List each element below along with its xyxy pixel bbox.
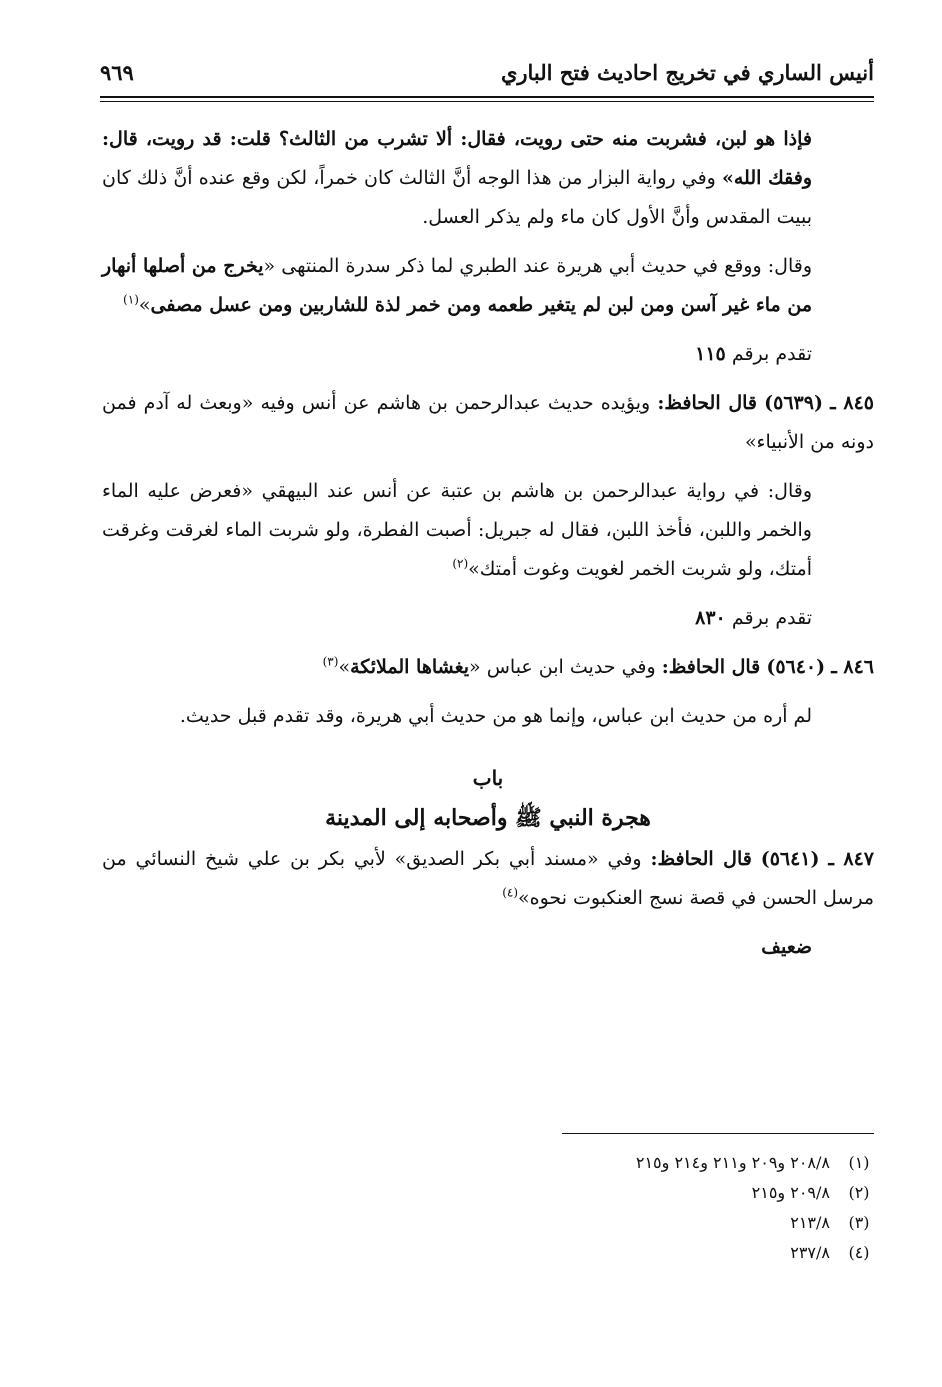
footnote-2-mark: (٢) — [848, 1183, 870, 1202]
grade-label: ضعيف — [761, 936, 812, 958]
entry-846-text: وفي حديث ابن عباس « — [469, 656, 662, 678]
entry-846 — [102, 648, 874, 687]
running-header — [100, 58, 874, 92]
paragraph-3 — [102, 472, 874, 589]
entry-846-close: » — [338, 656, 351, 678]
entry-845 — [102, 384, 874, 462]
entry-847-number: ٨٤٧ ـ — [828, 848, 874, 870]
cross-reference-1 — [102, 335, 874, 374]
entry-846-quote: يغشاها الملائكة — [350, 656, 470, 678]
main-text — [102, 120, 874, 967]
paragraph-3-text: وقال: في رواية عبدالرحمن بن هاشم بن عتبة عن أنس عند البيهقي «فعرض عليه الماء والخمر واللبن، فأخذ اللبن، فقال له جبريل: أصبت الفطرة، ولو شربت الماء لغرقت وغرقت أمتك، ولو شربت الخمر لغويت وغوت أمتك» — [102, 480, 812, 580]
header-rule-thin — [100, 101, 874, 102]
paragraph-2-text: وقال: ووقع في حديث أبي هريرة عند الطبري لما ذكر سدرة المنتهى « — [263, 255, 812, 277]
chapter-heading — [102, 758, 874, 838]
paragraph-4-text: لم أره من حديث ابن عباس، وإنما هو من حديث أبي هريرة، وقد تقدم قبل حديث. — [179, 705, 812, 727]
cross-reference-2-number[interactable]: ٨٣٠ — [695, 607, 726, 629]
footnote-4-mark: (٤) — [848, 1243, 870, 1262]
cross-reference-2 — [102, 599, 874, 638]
footnote-ref-3[interactable]: (٣) — [322, 654, 339, 669]
entry-845-id: (٥٦٣٩) — [764, 392, 823, 414]
page-number: ٩٦٩ — [100, 60, 134, 85]
footnote-4-text: ٢٣٧/٨ — [790, 1243, 830, 1262]
paragraph-1 — [102, 120, 874, 237]
footnote-2-text: ٢٠٩/٨ و٢١٥ — [751, 1183, 830, 1202]
footnote-4 — [474, 1238, 874, 1268]
paragraph-2-close: » — [138, 294, 151, 316]
footnotes — [474, 1148, 874, 1268]
entry-847-id: (٥٦٤١) — [760, 848, 820, 870]
footnote-1 — [474, 1148, 874, 1178]
footnote-ref-4[interactable]: (٤) — [502, 885, 519, 900]
paragraph-1-bold: فإذا هو لبن، فشربت منه حتى رويت، فقال: ألا تشرب من الثالث؟ قلت: قد رويت، قال: وفقك الله» — [102, 128, 813, 189]
chapter-label: باب — [472, 766, 504, 790]
footnote-ref-2[interactable]: (٢) — [452, 556, 469, 571]
header-rule — [100, 96, 874, 98]
paragraph-2 — [102, 247, 874, 325]
footnote-rule — [562, 1133, 874, 1134]
cross-reference-2-text: تقدم برقم — [731, 607, 812, 629]
cross-reference-1-number[interactable]: ١١٥ — [695, 343, 726, 365]
entry-845-label: قال الحافظ: — [657, 392, 757, 414]
cross-reference-1-text: تقدم برقم — [731, 343, 812, 365]
paragraph-2-quote: يخرج من أصلها أنهار من ماء غير آسن ومن لبن لم يتغير طعمه ومن خمر لذة للشاربين ومن عسل مصفى — [102, 255, 812, 316]
chapter-title: هجرة النبي ﷺ وأصحابه إلى المدينة — [325, 805, 651, 831]
footnote-1-mark: (١) — [848, 1153, 870, 1172]
footnote-1-text: ٢٠٨/٨ و٢٠٩ و٢١١ و٢١٤ و٢١٥ — [635, 1153, 830, 1172]
footnote-ref-1[interactable]: (١) — [123, 292, 139, 307]
footnote-3 — [474, 1208, 874, 1238]
footnote-3-mark: (٣) — [848, 1213, 870, 1232]
entry-847-text: وفي «مسند أبي بكر الصديق» لأبي بكر بن علي شيخ النسائي من مرسل الحسن في قصة نسج العنكبوت نحوه» — [102, 848, 874, 909]
paragraph-1-text: وفي رواية البزار من هذا الوجه أنَّ الثالث كان خمراً، لكن وقع عنده أنَّ ذلك كان ببيت المقدس وأنَّ الأول كان ماء ولم يذكر العسل. — [102, 167, 812, 228]
entry-845-text: ويؤيده حديث عبدالرحمن بن هاشم عن أنس وفيه «وبعث له آدم فمن دونه من الأنبياء» — [102, 392, 874, 453]
entry-845-number: ٨٤٥ ـ — [830, 392, 875, 414]
footnote-3-text: ٢١٣/٨ — [790, 1213, 830, 1232]
entry-846-label: قال الحافظ: — [661, 656, 761, 678]
entry-847 — [102, 840, 874, 918]
paragraph-4 — [102, 697, 874, 736]
entry-846-id: (٥٦٤٠) — [766, 656, 826, 678]
entry-846-number: ٨٤٦ ـ — [831, 656, 874, 678]
footnote-2 — [474, 1178, 874, 1208]
book-title: أنيس الساري في تخريج احاديث فتح الباري — [500, 60, 874, 85]
entry-847-label: قال الحافظ: — [650, 848, 752, 870]
